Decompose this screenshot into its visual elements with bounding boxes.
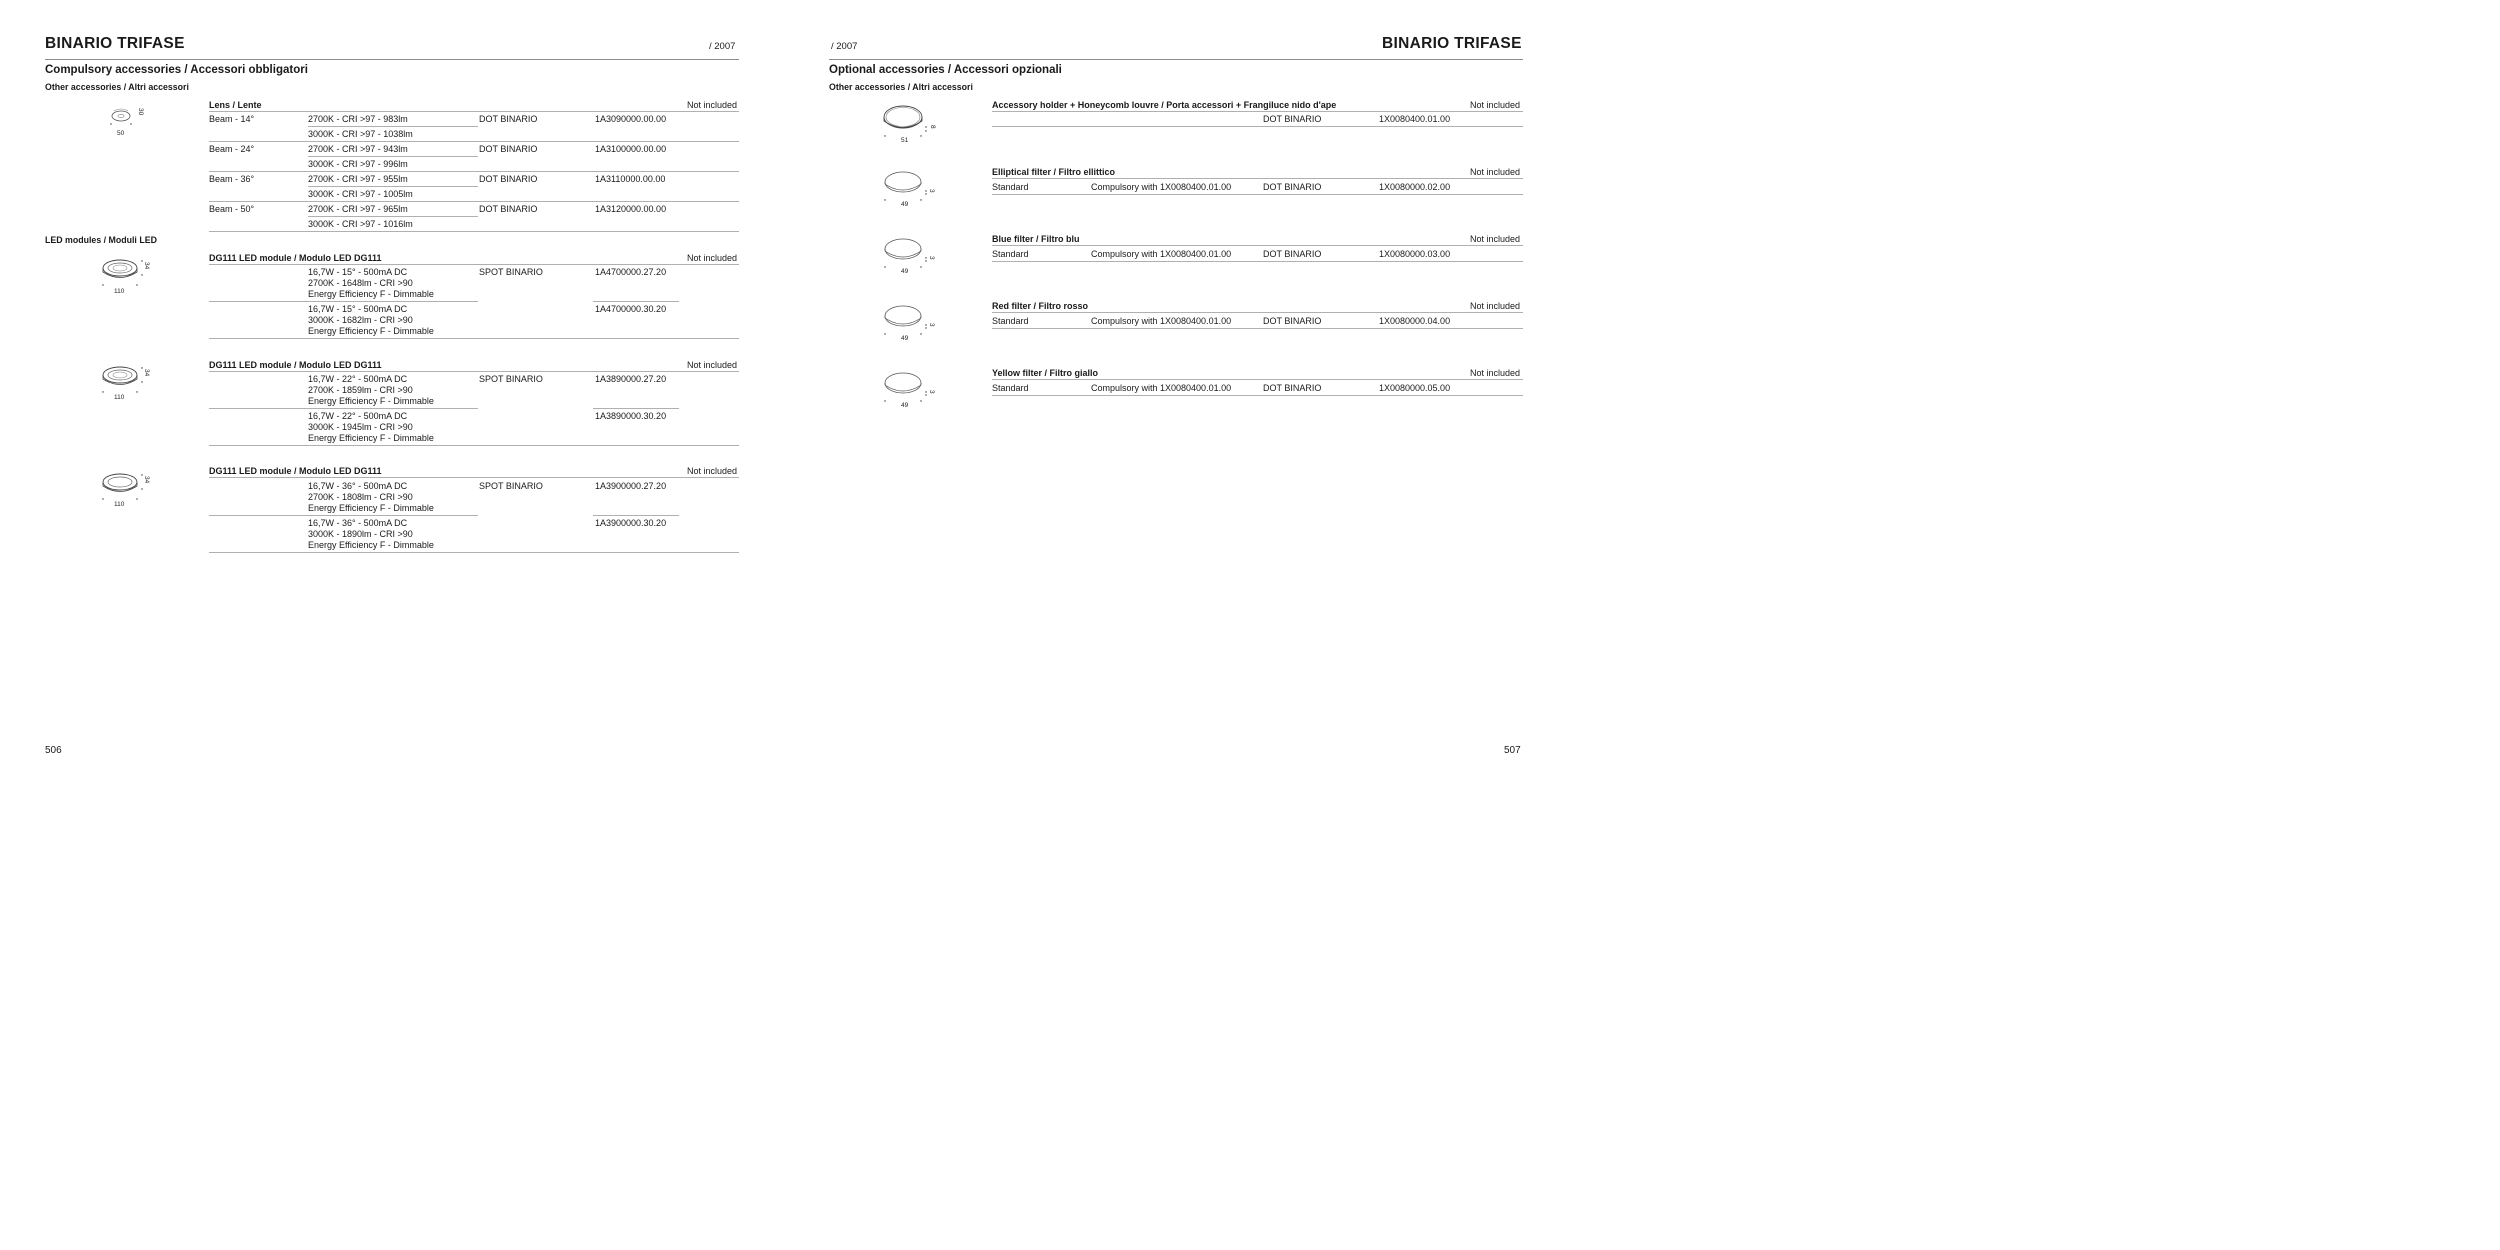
- accessory-status: Not included: [1470, 100, 1521, 110]
- row-rule: [209, 201, 739, 202]
- spec-text: 3000K - CRI >97 - 996lm: [308, 159, 408, 169]
- spec-line: Energy Efficiency F - Dimmable: [308, 433, 434, 443]
- accessory-status: Not included: [1470, 234, 1521, 244]
- product-code: 1A3900000.30.20: [595, 518, 667, 528]
- accessory-header: Yellow filter / Filtro giallo: [992, 368, 1099, 378]
- spec-line: 16,7W - 36° - 500mA DC: [308, 481, 408, 491]
- row-divider: [593, 408, 679, 409]
- table-rule: [992, 245, 1523, 246]
- accessory-status: Not included: [1470, 368, 1521, 378]
- table-rule: [209, 264, 739, 265]
- product-code: 1A3100000.00.00: [595, 144, 667, 154]
- led-width-dim: 110: [114, 288, 125, 295]
- spec-text: 2700K - CRI >97 - 983lm: [308, 114, 408, 124]
- type-label: Standard: [992, 383, 1029, 393]
- led-module-header: DG111 LED module / Modulo LED DG111: [209, 360, 382, 370]
- spec-line: 16,7W - 22° - 500mA DC: [308, 374, 408, 384]
- filter-width-dim: 49: [901, 201, 909, 208]
- row-divider: [209, 408, 478, 409]
- note-text: Compulsory with 1X0080400.01.00: [1091, 316, 1232, 326]
- page-title: BINARIO TRIFASE: [45, 35, 185, 52]
- led-module-header: DG111 LED module / Modulo LED DG111: [209, 466, 382, 476]
- product-name: DOT BINARIO: [1263, 316, 1322, 326]
- row-rule: [209, 552, 739, 553]
- spec-line: Energy Efficiency F - Dimmable: [308, 540, 434, 550]
- accessory-width-dim: 51: [901, 137, 909, 144]
- product-name: DOT BINARIO: [479, 204, 538, 214]
- product-code: 1A4700000.30.20: [595, 304, 667, 314]
- table-rule: [209, 477, 739, 478]
- spec-line: 2700K - 1648lm - CRI >90: [308, 278, 413, 288]
- spec-text: 3000K - CRI >97 - 1005lm: [308, 189, 413, 199]
- spec-line: 16,7W - 15° - 500mA DC: [308, 267, 408, 277]
- product-name: DOT BINARIO: [479, 144, 538, 154]
- note-text: Compulsory with 1X0080400.01.00: [1091, 182, 1232, 192]
- product-code: 1A3120000.00.00: [595, 204, 667, 214]
- title-divider: [829, 59, 1523, 60]
- page-number: 507: [1504, 745, 1521, 756]
- spec-line: 3000K - 1682lm - CRI >90: [308, 315, 413, 325]
- product-code: 1A4700000.27.20: [595, 267, 667, 277]
- lens-drawing: [108, 104, 138, 128]
- table-rule: [992, 111, 1523, 112]
- row-rule: [209, 231, 739, 232]
- row-divider: [308, 216, 478, 217]
- spec-text: 2700K - CRI >97 - 943lm: [308, 144, 408, 154]
- product-name: DOT BINARIO: [479, 114, 538, 124]
- filter-width-dim: 49: [901, 402, 909, 409]
- subsection-led-modules: LED modules / Moduli LED: [45, 235, 157, 245]
- row-divider: [209, 301, 478, 302]
- product-code: 1A3890000.30.20: [595, 411, 667, 421]
- filter-height-dim: 3: [928, 256, 935, 260]
- table-rule: [992, 178, 1523, 179]
- product-code: 1A3890000.27.20: [595, 374, 667, 384]
- accessory-header: Blue filter / Filtro blu: [992, 234, 1080, 244]
- spec-text: 2700K - CRI >97 - 955lm: [308, 174, 408, 184]
- led-module-drawing: [100, 257, 144, 289]
- led-height-dim: 34: [143, 476, 150, 484]
- subsection-other-accessories: Other accessories / Altri accessori: [45, 82, 189, 92]
- product-code: 1X0080000.02.00: [1379, 182, 1451, 192]
- spec-line: 16,7W - 15° - 500mA DC: [308, 304, 408, 314]
- led-module-status: Not included: [687, 253, 738, 263]
- product-name: DOT BINARIO: [1263, 383, 1322, 393]
- beam-label: Beam - 50°: [209, 204, 255, 214]
- spec-line: 16,7W - 36° - 500mA DC: [308, 518, 408, 528]
- filter-height-dim: 3: [928, 323, 935, 327]
- filter-width-dim: 49: [901, 335, 909, 342]
- row-divider: [308, 156, 478, 157]
- row-rule: [992, 194, 1523, 195]
- led-module-status: Not included: [687, 360, 738, 370]
- filter-width-dim: 49: [901, 268, 909, 275]
- spec-line: Energy Efficiency F - Dimmable: [308, 396, 434, 406]
- spec-text: 2700K - CRI >97 - 965lm: [308, 204, 408, 214]
- product-code: 1X0080000.03.00: [1379, 249, 1451, 259]
- row-rule: [209, 445, 739, 446]
- table-rule: [992, 312, 1523, 313]
- product-code: 1A3110000.00.00: [595, 174, 666, 184]
- lens-table-header: Lens / Lente: [209, 100, 262, 110]
- page-title: BINARIO TRIFASE: [1382, 35, 1522, 52]
- led-module-header: DG111 LED module / Modulo LED DG111: [209, 253, 382, 263]
- product-name: DOT BINARIO: [1263, 114, 1322, 124]
- spec-line: 3000K - 1945lm - CRI >90: [308, 422, 413, 432]
- beam-label: Beam - 14°: [209, 114, 255, 124]
- led-module-drawing: [100, 471, 144, 503]
- spec-line: Energy Efficiency F - Dimmable: [308, 289, 434, 299]
- left-page: [0, 0, 784, 784]
- subsection-other-accessories: Other accessories / Altri accessori: [829, 82, 973, 92]
- filter-height-dim: 3: [928, 189, 935, 193]
- beam-label: Beam - 36°: [209, 174, 255, 184]
- product-name: DOT BINARIO: [1263, 182, 1322, 192]
- accessory-status: Not included: [1470, 301, 1521, 311]
- row-divider: [593, 301, 679, 302]
- spec-line: 2700K - 1859lm - CRI >90: [308, 385, 413, 395]
- led-module-status: Not included: [687, 466, 738, 476]
- type-label: Standard: [992, 182, 1029, 192]
- led-module-drawing: [100, 364, 144, 396]
- page-number: 506: [45, 745, 62, 756]
- filter-drawing: [882, 237, 928, 271]
- accessory-header: Elliptical filter / Filtro ellittico: [992, 167, 1116, 177]
- filter-height-dim: 3: [928, 390, 935, 394]
- product-name: SPOT BINARIO: [479, 267, 543, 277]
- type-label: Standard: [992, 249, 1029, 259]
- product-code: 1A3090000.00.00: [595, 114, 667, 124]
- filter-drawing: [882, 304, 928, 338]
- led-width-dim: 110: [114, 501, 125, 508]
- lens-width-dim: 50: [117, 130, 125, 137]
- row-divider: [593, 515, 679, 516]
- product-name: SPOT BINARIO: [479, 374, 543, 384]
- product-name: DOT BINARIO: [479, 174, 538, 184]
- section-title: Compulsory accessories / Accessori obbligatori: [45, 64, 308, 76]
- table-rule: [992, 379, 1523, 380]
- spec-line: 3000K - 1890lm - CRI >90: [308, 529, 413, 539]
- product-name: DOT BINARIO: [1263, 249, 1322, 259]
- filter-drawing: [882, 371, 928, 405]
- title-divider: [45, 59, 739, 60]
- table-rule: [209, 111, 739, 112]
- section-title: Optional accessories / Accessori opzionali: [829, 64, 1062, 76]
- right-page: [784, 0, 1568, 784]
- row-rule: [992, 126, 1523, 127]
- year-label: / 2007: [709, 41, 736, 52]
- product-code: 1X0080400.01.00: [1379, 114, 1451, 124]
- product-code: 1X0080000.05.00: [1379, 383, 1451, 393]
- spec-line: 16,7W - 22° - 500mA DC: [308, 411, 408, 421]
- spec-line: Energy Efficiency F - Dimmable: [308, 326, 434, 336]
- year-label: / 2007: [831, 41, 858, 52]
- row-rule: [209, 338, 739, 339]
- accessory-header: Accessory holder + Honeycomb louvre / Porta accessori + Frangiluce nido d'ape: [992, 100, 1337, 110]
- accessory-header: Red filter / Filtro rosso: [992, 301, 1089, 311]
- led-height-dim: 34: [143, 369, 150, 377]
- spec-line: 2700K - 1808lm - CRI >90: [308, 492, 413, 502]
- table-rule: [209, 371, 739, 372]
- row-rule: [992, 261, 1523, 262]
- accessory-holder-drawing: [882, 103, 928, 141]
- spec-text: 3000K - CRI >97 - 1038lm: [308, 129, 413, 139]
- accessory-height-dim: 8: [929, 125, 936, 129]
- beam-label: Beam - 24°: [209, 144, 255, 154]
- note-text: Compulsory with 1X0080400.01.00: [1091, 249, 1232, 259]
- row-rule: [209, 141, 739, 142]
- row-rule: [992, 328, 1523, 329]
- spec-text: 3000K - CRI >97 - 1016lm: [308, 219, 413, 229]
- note-text: Compulsory with 1X0080400.01.00: [1091, 383, 1232, 393]
- lens-height-dim: 30: [137, 108, 144, 116]
- led-width-dim: 110: [114, 394, 125, 401]
- product-code: 1X0080000.04.00: [1379, 316, 1451, 326]
- lens-status: Not included: [687, 100, 738, 110]
- type-label: Standard: [992, 316, 1029, 326]
- led-height-dim: 34: [143, 262, 150, 270]
- row-rule: [209, 171, 739, 172]
- filter-drawing: [882, 170, 928, 204]
- product-code: 1A3900000.27.20: [595, 481, 667, 491]
- row-divider: [308, 186, 478, 187]
- spec-line: Energy Efficiency F - Dimmable: [308, 503, 434, 513]
- accessory-status: Not included: [1470, 167, 1521, 177]
- row-divider: [308, 126, 478, 127]
- row-divider: [209, 515, 478, 516]
- product-name: SPOT BINARIO: [479, 481, 543, 491]
- row-rule: [992, 395, 1523, 396]
